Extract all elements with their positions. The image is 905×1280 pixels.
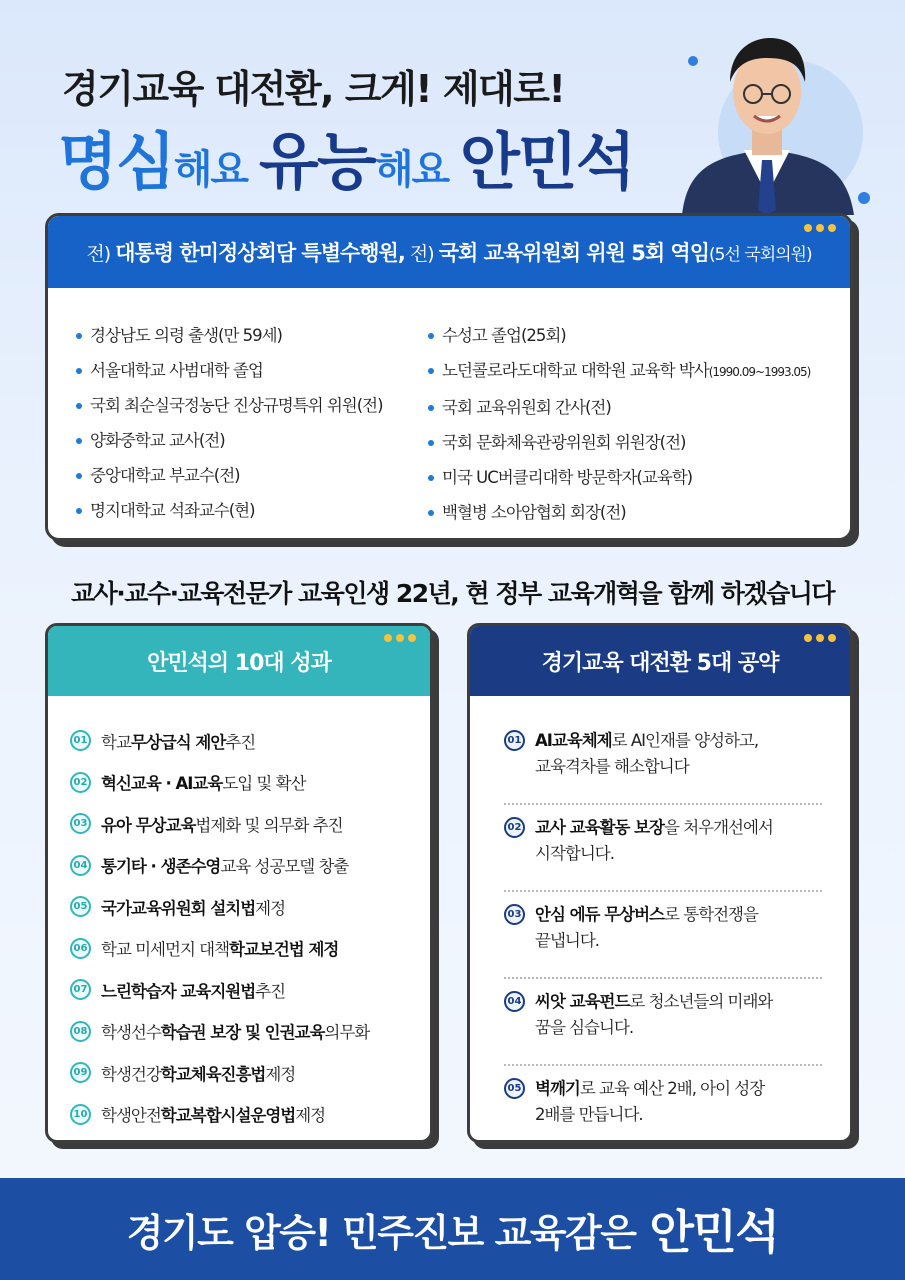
career-item [428, 495, 810, 530]
window-dots-icon [384, 634, 416, 642]
career-item: 경상남도 의령 출생(만 59세) [76, 318, 428, 353]
achievement-text: 국가교육위원회 설치법 [101, 898, 256, 918]
achievement-text: 법제화 및 의무화 추진 [195, 815, 343, 835]
achievement-item [70, 1094, 430, 1136]
pledge-line1: 로 청소년들의 미래와 [629, 992, 773, 1011]
number-badge: 07 [70, 979, 91, 1000]
achievement-text: 추진 [255, 981, 286, 1001]
pledge-line2: 꿈을 심습니다. [535, 1018, 634, 1037]
pledge-line2: 시작합니다. [535, 844, 614, 863]
career-item: 서울대학교 사범대학 졸업 [76, 353, 428, 388]
achievement-text: 학교 미세먼지 대책 [101, 940, 230, 960]
career-item-text: 미국 UC버클리대학 방문학자(교육학) [442, 468, 693, 487]
number-badge: 03 [504, 904, 525, 925]
slogan-part: 해요 [173, 147, 260, 193]
number-badge: 03 [70, 813, 91, 834]
achievement-text: 학교복합시설운영법 [160, 1106, 296, 1126]
slogan [58, 112, 634, 201]
pledge-line2: 2배를 만듭니다. [535, 1105, 643, 1124]
career-item: 국회 최순실국정농단 진상규명특위 위원(전) [76, 388, 428, 423]
career-item [428, 460, 810, 495]
achievement-text: 도입 및 확산 [222, 774, 306, 794]
career-item [428, 425, 810, 460]
career-item: 양화중학교 교사(전) [76, 423, 428, 458]
pledge-line2: 끝냅니다. [535, 931, 600, 950]
achievement-item [70, 762, 430, 804]
achievement-item [70, 845, 430, 887]
footer-slogan: 경기도 압승! 민주진보 교육감은 [126, 1210, 636, 1255]
career-item-text: 국회 교육위원회 간사(전) [442, 398, 611, 417]
achievement-text: 의무화 [324, 1023, 370, 1043]
achievement-item [70, 803, 430, 845]
achievements-list [48, 696, 430, 1135]
footer-banner [0, 1178, 905, 1280]
career-panel [45, 213, 853, 541]
pledge-line1: 로 교육 예산 2배, 아이 성장 [579, 1079, 765, 1098]
achievement-text: 학생안전 [101, 1106, 161, 1126]
achievement-item [70, 1011, 430, 1053]
achievement-text: 통기타 · 생존수영 [101, 857, 221, 877]
achievement-text: 교육 성공모델 창출 [220, 857, 349, 877]
career-item-text: 백혈병 소아암협회 회장(전) [442, 503, 626, 522]
career-title: 전) 대통령 한미정상회담 특별수행원, 전) 국회 교육위원회 위원 5회 역임 (5선 국회의원) [48, 216, 850, 288]
pledge-text [535, 989, 772, 1041]
achievement-text: 유아 무상교육 [101, 815, 196, 835]
slogan-part: 안민석 [460, 125, 634, 198]
achievement-text: 학교 [101, 732, 131, 752]
pledges-list [470, 696, 850, 1143]
pledge-item [504, 892, 822, 979]
career-item [428, 353, 810, 390]
pledge-item [504, 1066, 822, 1143]
achievement-text: 제정 [295, 1106, 326, 1126]
number-badge: 02 [70, 772, 91, 793]
slogan-part: 명심 [58, 125, 174, 198]
career-item [428, 390, 810, 425]
achievement-text: 무상급식 제안 [130, 732, 226, 752]
headline: 경기교육 대전환, 크게! 제대로! [62, 67, 565, 111]
achievements-title: 안민석의 10대 성과 [48, 626, 430, 696]
career-list-left [76, 318, 428, 530]
achievement-text: 학습권 보장 및 인권교육 [160, 1023, 325, 1043]
career-item [428, 318, 810, 353]
pledge-text [535, 728, 758, 780]
pledges-title: 경기교육 대전환 5대 공약 [470, 626, 850, 696]
achievement-text: 학생건강 [101, 1064, 161, 1084]
window-dots-icon [804, 634, 836, 642]
pledge-item [504, 979, 822, 1066]
achievement-text: 제정 [265, 1064, 296, 1084]
pledge-text [535, 1076, 764, 1128]
achievement-item [70, 1052, 430, 1094]
number-badge: 05 [70, 896, 91, 917]
pledge-bold: 안심 에듀 무상버스 [535, 905, 665, 924]
achievement-item [70, 886, 430, 928]
achievement-text: 학교체육진흥법 [160, 1064, 266, 1084]
achievement-item [70, 928, 430, 970]
slogan-part: 유능 [259, 125, 375, 198]
number-badge: 10 [70, 1104, 91, 1125]
number-badge: 05 [504, 1078, 525, 1099]
number-badge: 08 [70, 1021, 91, 1042]
career-item-text: 국회 문화체육관광위원회 위원장(전) [442, 433, 686, 452]
pledge-text [535, 815, 773, 867]
pledge-bold: AI교육체제 [535, 731, 612, 750]
career-item-period: (1990.09~1993.05) [708, 365, 811, 379]
pledge-text [535, 902, 758, 954]
achievement-item [70, 720, 430, 762]
pledge-bold: 벽깨기 [535, 1079, 580, 1098]
pledge-item [504, 718, 822, 805]
achievement-text: 혁신교육 · AI교육 [101, 774, 223, 794]
footer-name: 안민석 [649, 1205, 779, 1259]
career-item-text: 노던콜로라도대학교 대학원 교육학 박사 [442, 361, 709, 380]
number-badge: 06 [70, 938, 91, 959]
number-badge: 02 [504, 817, 525, 838]
pledge-item [504, 805, 822, 892]
slogan-part: 해요 [374, 147, 461, 193]
achievement-item [70, 969, 430, 1011]
achievement-text: 제정 [255, 898, 286, 918]
pledge-bold: 교사 교육활동 보장 [535, 818, 665, 837]
achievement-text: 추진 [225, 732, 256, 752]
number-badge: 09 [70, 1062, 91, 1083]
pledge-line1: 로 통학전쟁을 [664, 905, 758, 924]
pledge-line1: 을 처우개선에서 [664, 818, 773, 837]
number-badge: 01 [70, 730, 91, 751]
tagline: 교사·교수·교육전문가 교육인생 22년, 현 정부 교육개혁을 함께 하겠습니다 [70, 579, 835, 608]
pledge-bold: 씨앗 교육펀드 [535, 992, 630, 1011]
achievement-text: 학교보건법 제정 [229, 940, 339, 960]
number-badge: 04 [70, 855, 91, 876]
career-list-right [428, 318, 810, 530]
number-badge: 04 [504, 991, 525, 1012]
achievements-panel [45, 623, 433, 1143]
career-item-text: 수성고 졸업(25회) [442, 326, 566, 345]
achievement-text: 학생선수 [101, 1023, 161, 1043]
pledge-line2: 교육격차를 해소합니다 [535, 757, 689, 776]
window-dots-icon [804, 224, 836, 232]
career-item: 중앙대학교 부교수(전) [76, 458, 428, 493]
career-item: 명지대학교 석좌교수(현) [76, 493, 428, 528]
pledges-panel [467, 623, 853, 1143]
number-badge: 01 [504, 730, 525, 751]
pledge-line1: 로 AI인재를 양성하고, [611, 731, 759, 750]
candidate-portrait [672, 20, 862, 215]
achievement-text: 느린학습자 교육지원법 [101, 981, 256, 1001]
